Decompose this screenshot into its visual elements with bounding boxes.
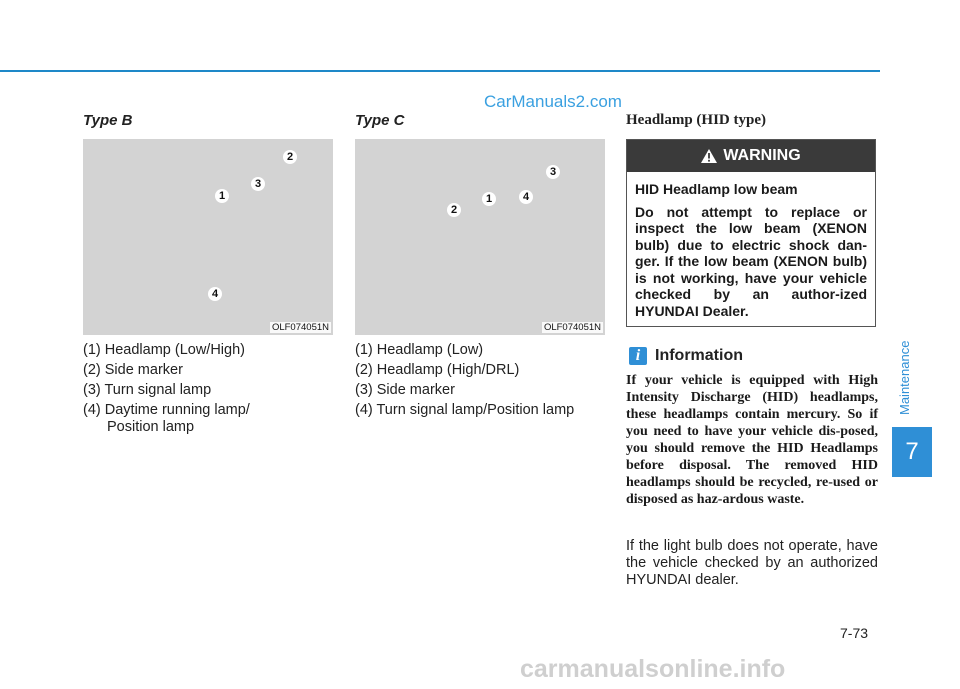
legend-item: (3) Side marker — [355, 382, 455, 398]
hid-heading: Headlamp (HID type) — [626, 112, 766, 128]
information-heading — [629, 347, 743, 365]
callout-1: 1 — [482, 192, 496, 206]
callout-3: 3 — [251, 177, 265, 191]
image-code: OLF074051N — [543, 322, 601, 333]
type-b-legend — [83, 342, 250, 439]
legend-item — [83, 402, 250, 436]
legend-item-continuation: Position lamp — [107, 419, 195, 435]
type-c-legend — [355, 342, 574, 422]
legend-item-text: (4) Daytime running lamp/ — [83, 402, 250, 418]
warning-text: Do not attempt to replace or inspect the low beam (XENON bulb) due to electric shock dan-ger. If the low beam (XENON bulb) is not working, have your vehicle checked by an author-ized HYUNDAI Dealer. — [635, 203, 867, 319]
section-label: Maintenance — [897, 340, 912, 415]
legend-item: (3) Turn signal lamp — [83, 382, 212, 398]
callout-3: 3 — [546, 165, 560, 179]
page-number: 7-73 — [840, 625, 869, 641]
warning-label: WARNING — [723, 147, 801, 164]
legend-item: (1) Headlamp (Low/High) — [83, 342, 245, 358]
information-label: Information — [655, 347, 743, 364]
watermark-top: CarManuals2.com — [484, 92, 622, 111]
type-c-headlamp-image — [355, 139, 605, 335]
warning-box — [626, 139, 876, 327]
callout-2: 2 — [283, 150, 297, 164]
watermark-bottom: carmanualsonline.info — [520, 655, 786, 683]
bulb-note: If the light bulb does not operate, have the vehicle checked by an authorized HYUNDAI dealer. — [626, 538, 878, 588]
warning-title: HID Headlamp low beam — [635, 181, 798, 197]
information-text: If your vehicle is equipped with High Intensity Discharge (HID) headlamps, these headlamps contain mercury. So if you need to have your vehicle dis-posed, you should remove the HID Headlamps before disposal. The removed HID headlamps should be recycled, re-used or disposed as haz-ardous waste. — [626, 373, 878, 507]
callout-4: 4 — [519, 190, 533, 204]
legend-item: (4) Turn signal lamp/Position lamp — [355, 402, 575, 418]
top-rule — [0, 70, 880, 72]
image-code: OLF074051N — [271, 322, 329, 333]
callout-2: 2 — [447, 203, 461, 217]
callout-1: 1 — [215, 189, 229, 203]
type-b-heading: Type B — [83, 112, 133, 129]
information-icon: i — [629, 347, 647, 365]
legend-item: (2) Side marker — [83, 362, 183, 378]
chapter-tab: 7 — [892, 427, 932, 477]
type-b-headlamp-image — [83, 139, 333, 335]
callout-4: 4 — [208, 287, 222, 301]
legend-item: (1) Headlamp (Low) — [355, 342, 484, 358]
warning-header — [627, 140, 875, 172]
warning-triangle-icon — [701, 149, 717, 163]
type-c-heading: Type C — [355, 112, 405, 129]
legend-item: (2) Headlamp (High/DRL) — [355, 362, 520, 378]
warning-body — [627, 172, 875, 319]
